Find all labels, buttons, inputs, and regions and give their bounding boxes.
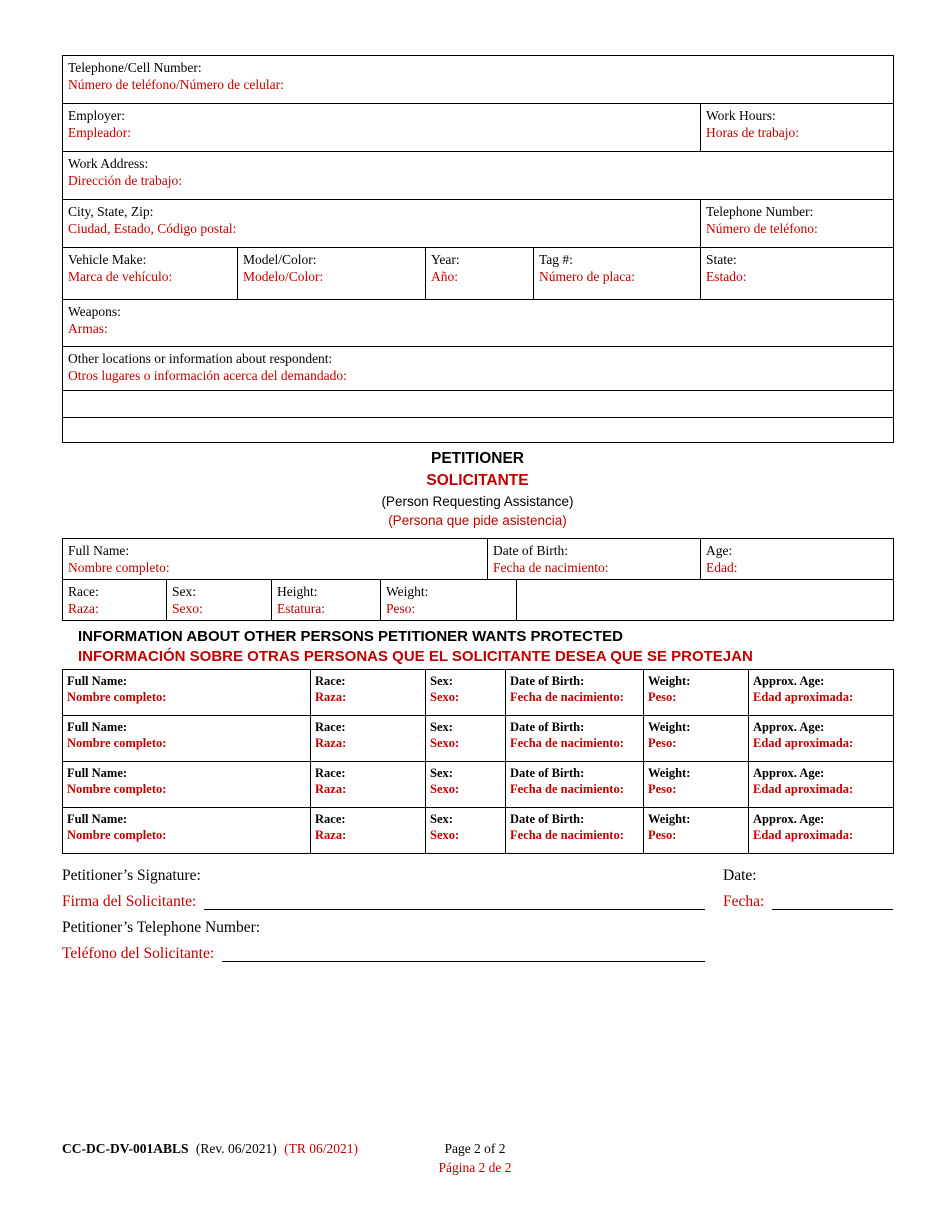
telephone-cell-number-field[interactable] (63, 56, 894, 104)
protected-dob-field[interactable] (506, 716, 644, 762)
vehicle-make-label-es: Marca de vehículo: (68, 269, 173, 284)
form-content (62, 55, 893, 967)
telephone-number-field[interactable] (701, 200, 894, 248)
protected-approx-age-field[interactable] (749, 670, 894, 716)
protected-full-name-field[interactable] (63, 762, 311, 808)
row-telephone-cell (63, 56, 894, 104)
label-es: Edad aproximada: (753, 690, 854, 704)
protected-sex-field[interactable] (426, 670, 506, 716)
employer-label-en: Employer: (68, 108, 125, 123)
protected-full-name-field[interactable] (63, 808, 311, 854)
page-number-es: Página 2 de 2 (438, 1160, 512, 1175)
petitioner-height-label-en: Height: (277, 584, 318, 599)
other-locations-extra-line-1[interactable] (63, 391, 894, 418)
telephone-cell-label-es: Número de teléfono/Número de celular: (68, 77, 284, 92)
protected-heading-es: INFORMACIÓN SOBRE OTRAS PERSONAS QUE EL SOLICITANTE DESEA QUE SE PROTEJAN (78, 648, 753, 665)
petitioner-weight-label-en: Weight: (386, 584, 429, 599)
petitioner-title-en: PETITIONER (430, 450, 524, 467)
label-en: Approx. Age: (753, 766, 825, 780)
tag-number-label-es: Número de placa: (539, 269, 635, 284)
form-revision: (Rev. 06/2021) (195, 1141, 277, 1156)
signature-write-line[interactable] (204, 909, 705, 910)
label-es: Raza: (315, 828, 347, 842)
label-en: Date of Birth: (510, 812, 585, 826)
weapons-field[interactable] (63, 300, 894, 347)
label-en: Full Name: (67, 720, 128, 734)
protected-dob-field[interactable] (506, 670, 644, 716)
vehicle-state-label-es: Estado: (706, 269, 747, 284)
label-en: Approx. Age: (753, 720, 825, 734)
row-petitioner-description (63, 580, 894, 621)
city-state-zip-label-es: Ciudad, Estado, Código postal: (68, 221, 237, 236)
protected-weight-field[interactable] (644, 670, 749, 716)
date-label-en: Date: (723, 867, 757, 884)
label-en: Approx. Age: (753, 812, 825, 826)
petitioner-table (62, 538, 894, 621)
work-address-label-es: Dirección de trabajo: (68, 173, 182, 188)
protected-dob-field[interactable] (506, 762, 644, 808)
model-color-label-en: Model/Color: (243, 252, 317, 267)
vehicle-make-label-en: Vehicle Make: (68, 252, 147, 267)
label-en: Date of Birth: (510, 720, 585, 734)
model-color-field[interactable] (238, 248, 426, 300)
telephone-number-label-en: Telephone Number: (706, 204, 814, 219)
form-number: CC-DC-DV-001ABLS (62, 1141, 189, 1156)
petitioner-dob-label-es: Fecha de nacimiento: (493, 560, 609, 575)
petitioner-height-label-es: Estatura: (277, 601, 325, 616)
label-es: Peso: (648, 690, 677, 704)
work-hours-field[interactable] (701, 104, 894, 152)
label-en: Sex: (430, 720, 453, 734)
signature-right-column (723, 863, 893, 967)
label-es: Sexo: (430, 828, 460, 842)
label-en: Race: (315, 766, 346, 780)
protected-sex-field[interactable] (426, 808, 506, 854)
protected-approx-age-field[interactable] (749, 762, 894, 808)
petitioner-weight-field[interactable] (381, 580, 517, 621)
protected-dob-field[interactable] (506, 808, 644, 854)
label-en: Weight: (648, 766, 691, 780)
work-hours-label-es: Horas de trabajo: (706, 125, 799, 140)
petitioner-signature-label-es: Firma del Solicitante: (62, 893, 197, 910)
label-es: Edad aproximada: (753, 736, 854, 750)
label-es: Sexo: (430, 736, 460, 750)
protected-weight-field[interactable] (644, 716, 749, 762)
label-en: Full Name: (67, 812, 128, 826)
petitioner-full-name-field[interactable] (63, 539, 488, 580)
form-translation-revision: (TR 06/2021) (284, 1141, 358, 1156)
label-es: Nombre completo: (67, 782, 167, 796)
label-es: Peso: (648, 828, 677, 842)
tag-number-label-en: Tag #: (539, 252, 573, 267)
protected-race-field[interactable] (311, 808, 426, 854)
protected-approx-age-field[interactable] (749, 716, 894, 762)
page-number-en: Page 2 of 2 (444, 1141, 506, 1156)
label-en: Weight: (648, 674, 691, 688)
label-en: Race: (315, 720, 346, 734)
row-extra-line-2 (63, 418, 894, 443)
label-es: Sexo: (430, 782, 460, 796)
protected-row-4 (63, 808, 894, 854)
label-en: Sex: (430, 766, 453, 780)
protected-race-field[interactable] (311, 670, 426, 716)
petitioner-subtitle-es: (Persona que pide asistencia) (388, 513, 567, 528)
row-employer (63, 104, 894, 152)
protected-row-3 (63, 762, 894, 808)
year-label-en: Year: (431, 252, 460, 267)
protected-weight-field[interactable] (644, 762, 749, 808)
petitioner-subtitle-en: (Person Requesting Assistance) (381, 494, 574, 509)
protected-full-name-field[interactable] (63, 716, 311, 762)
petitioner-phone-label-en: Petitioner’s Telephone Number: (62, 919, 261, 936)
other-locations-label-en: Other locations or information about respondent: (68, 351, 333, 366)
petitioner-race-label-en: Race: (68, 584, 99, 599)
other-locations-extra-line-2[interactable] (63, 418, 894, 443)
label-es: Sexo: (430, 690, 460, 704)
label-es: Nombre completo: (67, 736, 167, 750)
protected-sex-field[interactable] (426, 716, 506, 762)
label-es: Raza: (315, 782, 347, 796)
petitioner-sex-label-en: Sex: (172, 584, 197, 599)
protected-approx-age-field[interactable] (749, 808, 894, 854)
petitioner-dob-field[interactable] (488, 539, 701, 580)
employer-field[interactable] (63, 104, 701, 152)
label-en: Weight: (648, 812, 691, 826)
protected-row-2 (63, 716, 894, 762)
label-en: Weight: (648, 720, 691, 734)
signature-left-column (62, 863, 705, 967)
protected-row-1 (63, 670, 894, 716)
petitioner-phone-label-es: Teléfono del Solicitante: (62, 945, 215, 962)
petitioner-age-field[interactable] (701, 539, 894, 580)
petitioner-height-field[interactable] (272, 580, 381, 621)
row-other-locations (63, 347, 894, 391)
other-locations-field[interactable] (63, 347, 894, 391)
protected-weight-field[interactable] (644, 808, 749, 854)
label-en: Full Name: (67, 766, 128, 780)
vehicle-make-field[interactable] (63, 248, 238, 300)
label-en: Sex: (430, 674, 453, 688)
work-address-label-en: Work Address: (68, 156, 149, 171)
protected-full-name-field[interactable] (63, 670, 311, 716)
weapons-label-es: Armas: (68, 321, 108, 336)
label-es: Peso: (648, 736, 677, 750)
petitioner-empty-cell[interactable] (517, 580, 894, 621)
date-label-es: Fecha: (723, 893, 765, 910)
label-es: Edad aproximada: (753, 828, 854, 842)
petitioner-title-es: SOLICITANTE (426, 472, 529, 489)
petitioner-race-label-es: Raza: (68, 601, 99, 616)
petitioner-heading (62, 448, 893, 530)
label-es: Fecha de nacimiento: (510, 828, 624, 842)
petitioner-dob-label-en: Date of Birth: (493, 543, 569, 558)
label-en: Race: (315, 812, 346, 826)
work-hours-label-en: Work Hours: (706, 108, 776, 123)
label-es: Fecha de nacimiento: (510, 690, 624, 704)
label-en: Date of Birth: (510, 766, 585, 780)
label-es: Edad aproximada: (753, 782, 854, 796)
label-en: Approx. Age: (753, 674, 825, 688)
petitioner-sex-label-es: Sexo: (172, 601, 203, 616)
row-work-address (63, 152, 894, 200)
other-locations-label-es: Otros lugares o información acerca del demandado: (68, 368, 347, 383)
protected-race-field[interactable] (311, 762, 426, 808)
label-en: Full Name: (67, 674, 128, 688)
petitioner-age-label-es: Edad: (706, 560, 738, 575)
year-field[interactable] (426, 248, 534, 300)
petitioner-signature-label-en: Petitioner’s Signature: (62, 867, 201, 884)
employer-label-es: Empleador: (68, 125, 131, 140)
tag-number-field[interactable] (534, 248, 701, 300)
row-petitioner-name (63, 539, 894, 580)
respondent-info-table (62, 55, 894, 443)
label-en: Race: (315, 674, 346, 688)
protected-heading-en: INFORMATION ABOUT OTHER PERSONS PETITIONER WANTS PROTECTED (78, 628, 624, 645)
label-es: Peso: (648, 782, 677, 796)
row-extra-line-1 (63, 391, 894, 418)
city-state-zip-field[interactable] (63, 200, 701, 248)
petitioner-sex-field[interactable] (167, 580, 272, 621)
weapons-label-en: Weapons: (68, 304, 121, 319)
telephone-cell-label-en: Telephone/Cell Number: (68, 60, 202, 75)
model-color-label-es: Modelo/Color: (243, 269, 324, 284)
label-es: Raza: (315, 736, 347, 750)
vehicle-state-label-en: State: (706, 252, 737, 267)
year-label-es: Año: (431, 269, 458, 284)
phone-write-line[interactable] (222, 961, 705, 962)
signature-section (62, 863, 893, 967)
petitioner-weight-label-es: Peso: (386, 601, 416, 616)
label-es: Fecha de nacimiento: (510, 736, 624, 750)
protected-sex-field[interactable] (426, 762, 506, 808)
row-weapons (63, 300, 894, 347)
date-write-line[interactable] (772, 909, 893, 910)
work-address-field[interactable] (63, 152, 894, 200)
label-es: Fecha de nacimiento: (510, 782, 624, 796)
petitioner-race-field[interactable] (63, 580, 167, 621)
label-es: Nombre completo: (67, 690, 167, 704)
protected-persons-table (62, 669, 894, 854)
label-es: Nombre completo: (67, 828, 167, 842)
petitioner-full-name-label-es: Nombre completo: (68, 560, 170, 575)
city-state-zip-label-en: City, State, Zip: (68, 204, 154, 219)
protected-section-heading (62, 627, 893, 667)
label-es: Raza: (315, 690, 347, 704)
vehicle-state-field[interactable] (701, 248, 894, 300)
label-en: Sex: (430, 812, 453, 826)
petitioner-age-label-en: Age: (706, 543, 733, 558)
row-city-state-zip (63, 200, 894, 248)
form-number-line (62, 1139, 358, 1158)
row-vehicle (63, 248, 894, 300)
telephone-number-label-es: Número de teléfono: (706, 221, 818, 236)
label-en: Date of Birth: (510, 674, 585, 688)
petitioner-full-name-label-en: Full Name: (68, 543, 130, 558)
protected-race-field[interactable] (311, 716, 426, 762)
page-footer (0, 1139, 950, 1177)
